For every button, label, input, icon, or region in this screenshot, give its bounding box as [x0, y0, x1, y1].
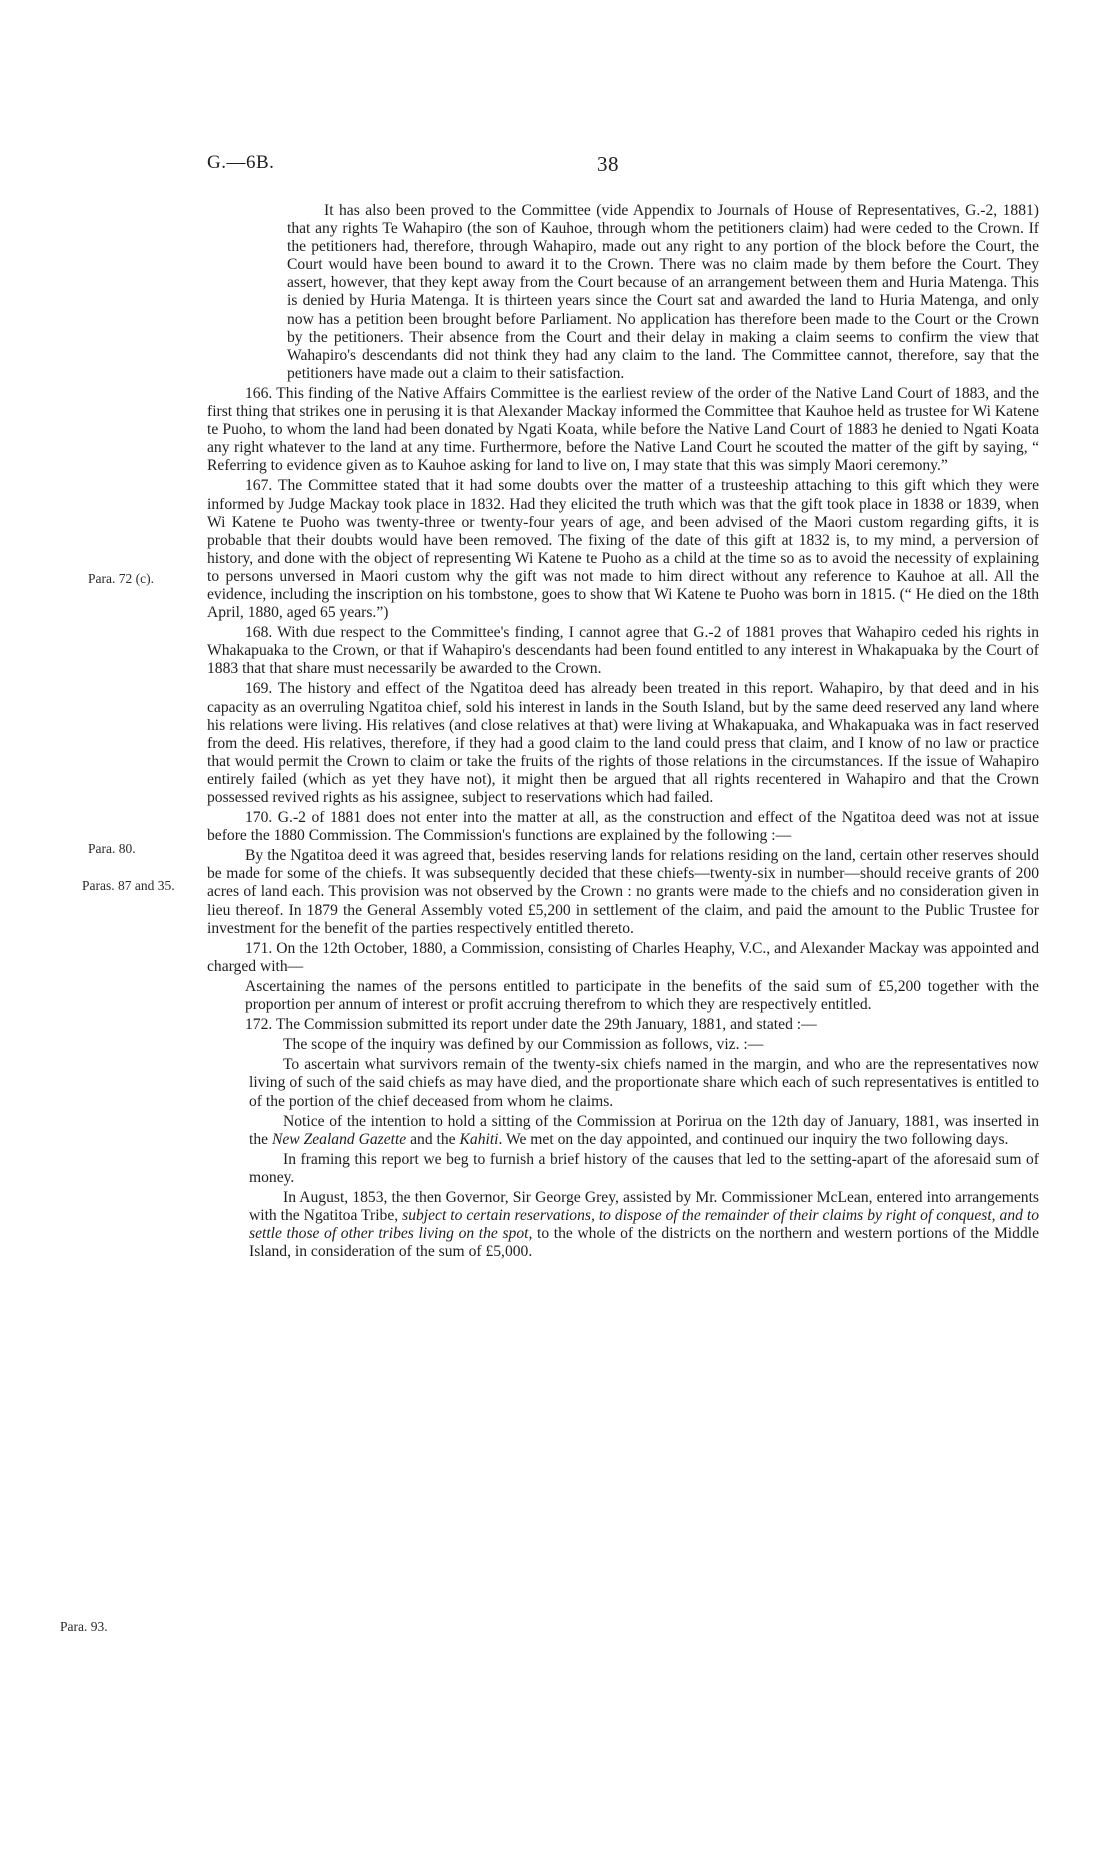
text-run: and the [406, 1130, 460, 1148]
gazette-title: New Zealand Gazette [271, 1130, 407, 1148]
paragraph-167: 167. The Committee stated that it had some doubts over the matter of a trusteeship attaching to this gift which they were informed by Judge Mackay took place in 1832. Had they elicited the truth which was that the gift took place in 1838 or 1839, when Wi Katene te Puoho was twenty-three or twenty-four years of age, and been advised of the Maori custom regarding gifts, it is probable that their doubts would have been removed. The fixing of the date of this gift at 1832 is, to my mind, a perversion of history, and done with the object of representing Wi Katene te Puoho as a child at the time so as to avoid the necessity of explaining to persons unversed in Maori custom why the gift was not made to him direct without any reference to Kauhoe at all. All the evidence, including the inscription on his tombstone, goes to show that Wi Katene te Puoho was born in 1815. (“ He died on the 18th April, 1880, aged 65 years.”) [207, 477, 1039, 622]
quote-170: By the Ngatitoa deed it was agreed that, besides reserving lands for relations residing on the land, certain other reserves should be made for some of the chiefs. It was subsequently decided that these chiefs—twenty-six in number—should receive grants of 200 acres of land each. This provision was not observed by the Crown : no grants were made to the chiefs and no consideration given in lieu thereof. In 1879 the General Assembly voted £5,200 in settlement of the claim, and paid the amount to the Public Trustee for investment for the benefit of the parties respectively entitled thereto. [207, 847, 1039, 937]
paragraph-166: 166. This finding of the Native Affairs Committee is the earliest review of the order of the Native Land Court of 1883, and the first thing that strikes one in perusing it is that Alexander Mackay informed the Committee that Kauhoe held as trustee for Wi Katene te Puoho, to whom the land had been donated by Ngati Koata, while before the Native Land Court of 1883 he denied to Ngati Koata any right whatever to the land at any time. Furthermore, before the Native Land Court he scouted the matter of the gift by saying, “ Referring to evidence given as to Kauhoe asking for land to live on, I may state that this was simply Maori ceremony.” [207, 384, 1039, 475]
quote-172-notice [249, 1113, 1039, 1149]
text-run: . We met on the day appointed, and continued our inquiry the two following days. [498, 1130, 1009, 1148]
text-run: to the whole of the districts on the northern and western portions of the Middle Island, in consideration of the sum of £5,000. [249, 1225, 1039, 1261]
text-run: In August, 1853, the then Governor, Sir George Grey, assisted by Mr. Commissioner McLean, entered into arrangements with the Ngatitoa Tribe, [249, 1188, 1039, 1225]
document-reference: G.—6B. [207, 152, 275, 173]
quote-172-scope: The scope of the inquiry was defined by our Commission as follows, viz. :— [283, 1036, 764, 1054]
paragraph-168: 168. With due respect to the Committee's finding, I cannot agree that G.-2 of 1881 proves that Wahapiro ceded his rights in Whakapuaka to the Crown, or that if Wahapiro's descendants had been found entitled to any interest in Whakapuaka by the Court of 1883 that that share must necessarily be awarded to the Crown. [207, 624, 1039, 678]
margin-note: Para. 93. [60, 1619, 108, 1634]
paragraph-171: 171. On the 12th October, 1880, a Commission, consisting of Charles Heaphy, V.C., and Alexander Mackay was appointed and charged with— [207, 939, 1039, 975]
italic-reservations: subject to certain reservations, to dispose of the remainder of their claims by right of conquest, and to settle those of other tribes living on the spot, [249, 1207, 1039, 1243]
kahiti-title: Kahiti [459, 1130, 499, 1148]
paragraph-172: 172. The Commission submitted its report under date the 29th January, 1881, and stated :— [245, 1016, 817, 1034]
margin-note: Para. 72 (c). [88, 571, 154, 586]
page-number: 38 [597, 152, 619, 176]
paragraph-quoted-finding: It has also been proved to the Committee (vide Appendix to Journals of House of Representatives, G.-2, 1881) that any rights Te Wahapiro (the son of Kauhoe, through whom the petitioners claim) had were ceded to the Crown. If the petitioners had, therefore, through Wahapiro, made out any right to any portion of the block before the Court, the Court would have been bound to award it to the Crown. There was no claim made by them before the Court. They assert, however, that they kept away from the Court because of an arrangement between them and Huria Matenga. This is denied by Huria Matenga. It is thirteen years since the Court sat and awarded the land to Huria Matenga, and only now has a petition been brought before Parliament. No application has therefore been made to the Court or the Crown by the petitioners. Their absence from the Court and their delay in making a claim seems to confirm the view that Wahapiro's descendants did not think they had any claim to the land. The Committee cannot, therefore, say that the petitioners have made out a claim to their satisfaction. [287, 202, 1039, 382]
margin-note: Para. 80. [88, 841, 136, 856]
margin-note: Paras. 87 and 35. [82, 878, 175, 893]
quote-171: Ascertaining the names of the persons entitled to participate in the benefits of the said sum of £5,200 together with the proportion per annum of interest or profit accruing therefrom to which they are respectively entitled. [245, 977, 1039, 1014]
text-run: Notice of the intention to hold a sitting of the Commission at Porirua on the 12th day of January, 1881, was inserted in the [249, 1112, 1039, 1148]
document-body [207, 202, 1039, 1263]
quote-172-ascertain: To ascertain what survivors remain of the twenty-six chiefs named in the margin, and who are the representatives now living of such of the said chiefs as may have died, and the proportionate share which each of such representatives is entitled to of the portion of the chief deceased from whom he claims. [249, 1056, 1039, 1110]
paragraph-170: 170. G.-2 of 1881 does not enter into the matter at all, as the construction and effect of the Ngatitoa deed was not at issue before the 1880 Commission. The Commission's functions are explained by the following :— [207, 809, 1039, 845]
quote-172-history [249, 1189, 1039, 1261]
quote-172-framing: In framing this report we beg to furnish a brief history of the causes that led to the setting-apart of the aforesaid sum of money. [249, 1150, 1039, 1186]
paragraph-169: 169. The history and effect of the Ngatitoa deed has already been treated in this report. Wahapiro, by that deed and in his capacity as an overruling Ngatitoa chief, sold his interest in lands in the South Island, but by the same deed reserved any land where his relations were living. His relatives (and close relatives at that) were living at Whakapuaka, and Whakapuaka was in fact reserved from the deed. His relatives, therefore, if they had a good claim to the land could press that claim, and I know of no law or practice that would permit the Crown to claim or take the fruits of the rights of those relations in the circumstances. If the issue of Wahapiro entirely failed (which as yet they have not), it might then be argued that all rights recentered in Wahapiro and that the Crown possessed revived rights as his assignee, subject to reservations which had failed. [207, 680, 1039, 806]
